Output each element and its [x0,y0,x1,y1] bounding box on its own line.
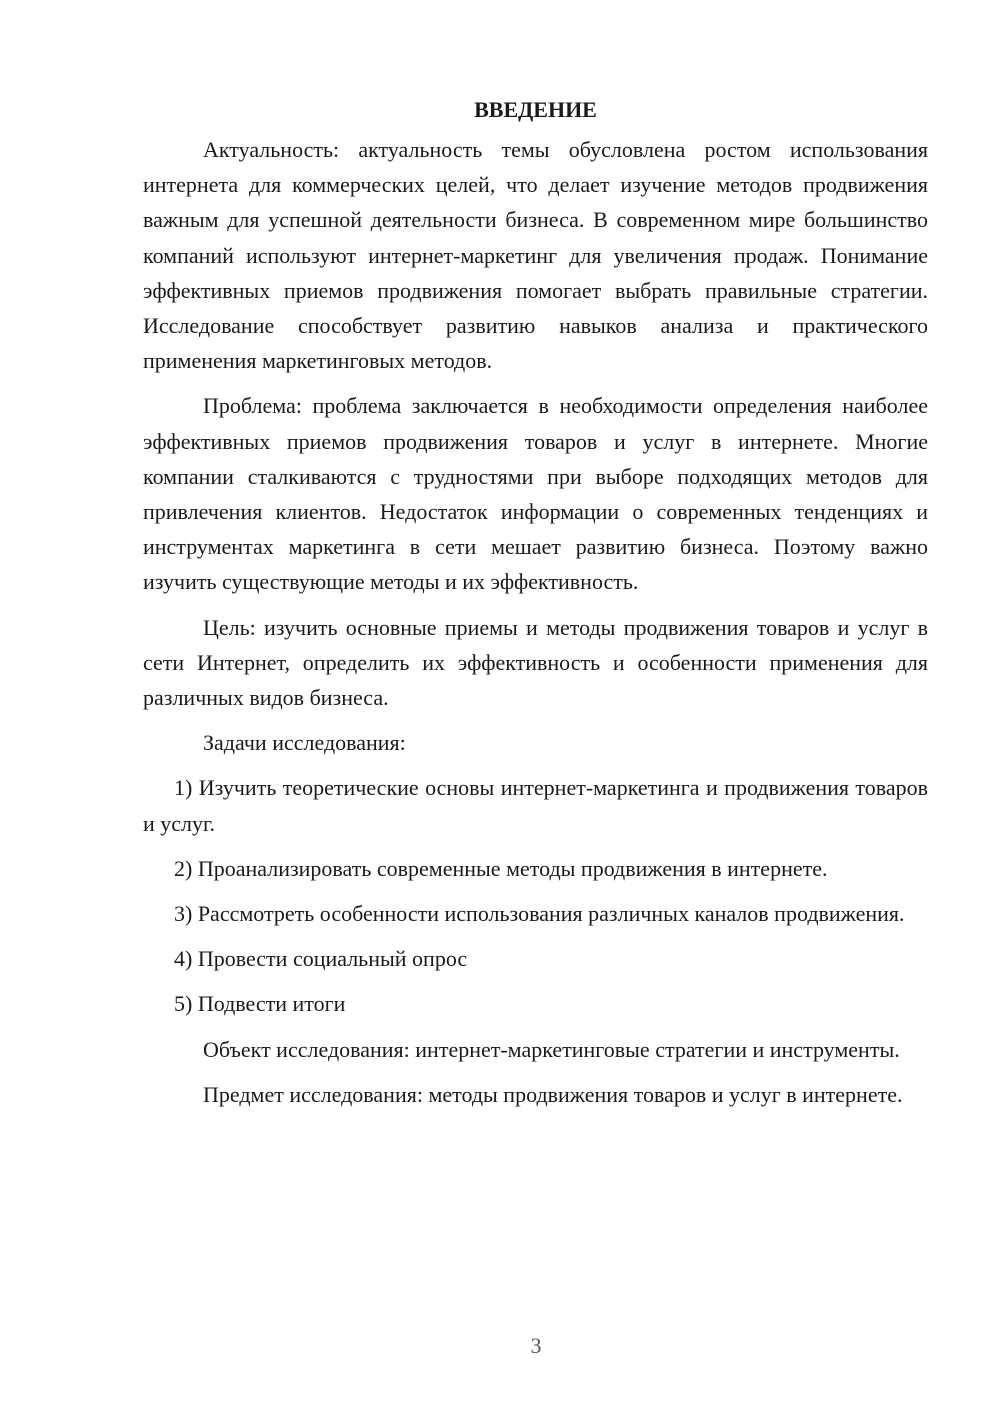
paragraph-subject: Предмет исследования: методы продвижения товаров и услуг в интернете. [203,1081,903,1107]
task-item-4: 4) Провести социальный опрос [174,946,468,972]
section-title: ВВЕДЕНИЕ [474,97,597,122]
task-item-2: 2) Проанализировать современные методы продвижения в интернете. [174,855,828,881]
paragraph-goal: Цель: изучить основные приемы и методы продвижения товаров и услуг в сети Интернет, определить их эффективность и особенности применения для различных видов бизнеса. [143,614,928,711]
task-item-1: 1) Изучить теоретические основы интернет-маркетинга и продвижения товаров и услуг. [143,775,928,836]
paragraph-object: Объект исследования: интернет-маркетинговые стратегии и инструменты. [203,1036,900,1062]
paragraph-problem: Проблема: проблема заключается в необходимости определения наиболее эффективных приемов продвижения товаров и услуг в интернете. Многие компании сталкиваются с трудностями при выборе подходящих методов для привлечения клиентов. Недостаток информации о современных тенденциях и инструментах маркетинга в сети мешает развитию бизнеса. Поэтому важно изучить существующие методы и их эффективность. [143,393,928,595]
task-item-5: 5) Подвести итоги [174,991,346,1017]
paragraph-relevance: Актуальность: актуальность темы обусловлена ростом использования интернета для коммерческих целей, что делает изучение методов продвижения важным для успешной деятельности бизнеса. В современном мире большинство компаний используют интернет-маркетинг для увеличения продаж. Понимание эффективных приемов продвижения помогает выбрать правильные стратегии. Исследование способствует развитию навыков анализа и практического применения маркетинговых методов. [143,137,928,374]
task-item-3: 3) Рассмотреть особенности использования различных каналов продвижения. [174,901,905,927]
tasks-heading: Задачи исследования: [203,730,406,756]
page-number: 3 [530,1333,542,1358]
document-page [143,92,928,1122]
